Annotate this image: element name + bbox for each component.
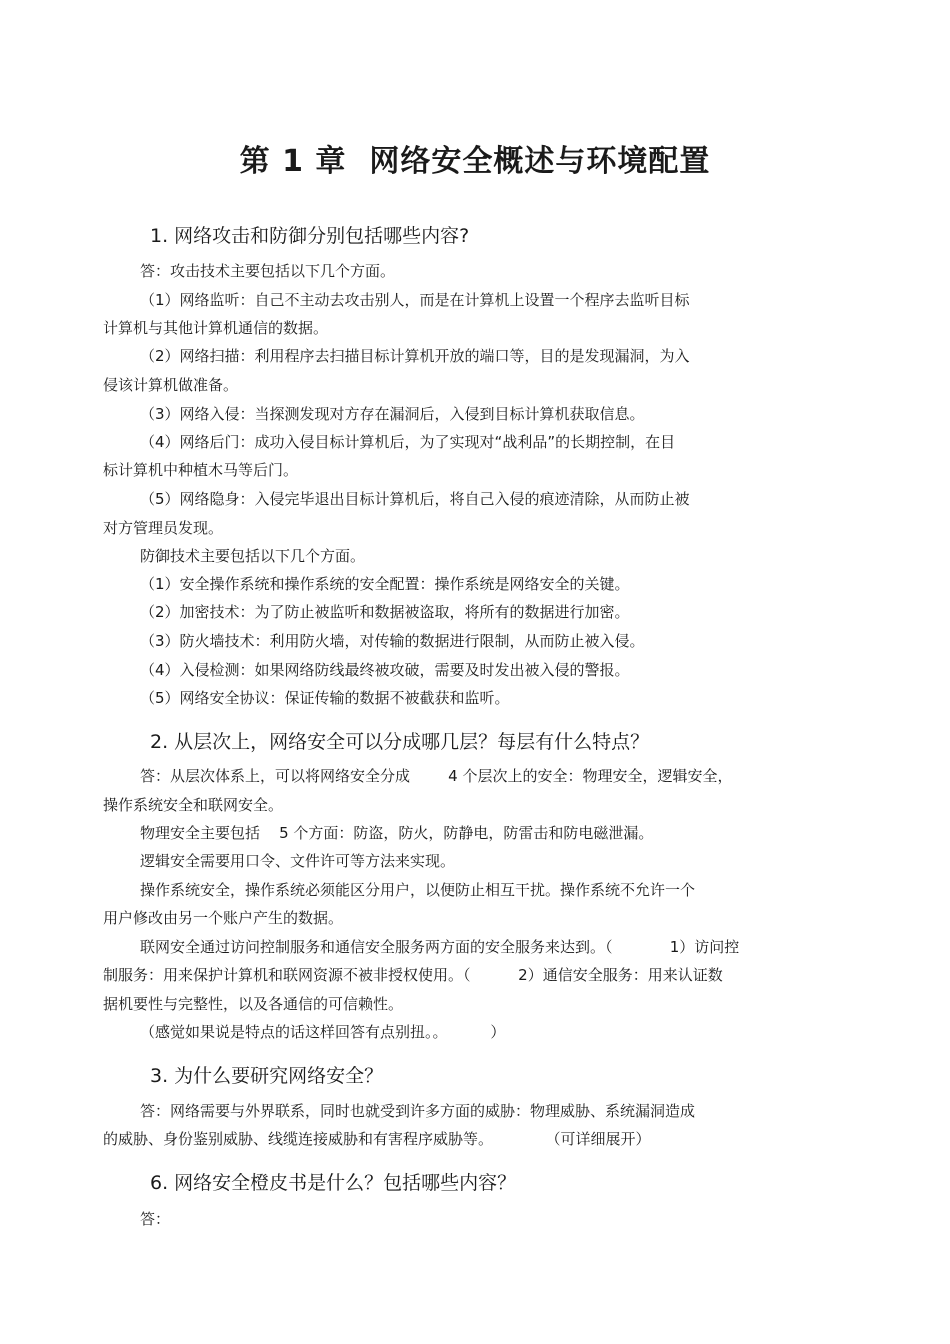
answer-paragraph: 对方管理员发现。 xyxy=(103,519,224,537)
answer-paragraph: （5）网络安全协议：保证传输的数据不被截获和监听。 xyxy=(140,689,510,707)
answer-paragraph: 操作系统安全，操作系统必须能区分用户，以便防止相互干扰。操作系统不允许一个 xyxy=(140,881,696,899)
answer-paragraph: 操作系统安全和联网安全。 xyxy=(103,796,284,814)
question-heading: 1. 网络攻击和防御分别包括哪些内容? xyxy=(150,225,470,247)
answer-paragraph: （3）网络入侵：当探测发现对方存在漏洞后，入侵到目标计算机获取信息。 xyxy=(140,405,645,423)
answer-paragraph: 的威胁、身份鉴别威胁、线缆连接威胁和有害程序威胁等。 （可详细展开） xyxy=(103,1130,651,1148)
answer-paragraph: （3）防火墙技术：利用防火墙，对传输的数据进行限制，从而防止被入侵。 xyxy=(140,632,645,650)
answer-paragraph: 联网安全通过访问控制服务和通信安全服务两方面的安全服务来达到。（ 1）访问控 xyxy=(140,938,740,956)
answer-paragraph: （5）网络隐身：入侵完毕退出目标计算机后，将自己入侵的痕迹清除，从而防止被 xyxy=(140,490,690,508)
answer-paragraph: （1）安全操作系统和操作系统的安全配置：操作系统是网络安全的关键。 xyxy=(140,575,630,593)
answer-paragraph: （4）入侵检测：如果网络防线最终被攻破，需要及时发出被入侵的警报。 xyxy=(140,661,630,679)
answer-paragraph: 标计算机中种植木马等后门。 xyxy=(103,461,299,479)
answer-paragraph: 据机要性与完整性，以及各通信的可信赖性。 xyxy=(103,995,404,1013)
answer-paragraph: 答：从层次体系上，可以将网络安全分成 4 个层次上的安全：物理安全，逻辑安全， xyxy=(140,767,733,785)
answer-paragraph: 逻辑安全需要用口令、文件许可等方法来实现。 xyxy=(140,852,456,870)
answer-paragraph: 计算机与其他计算机通信的数据。 xyxy=(103,319,329,337)
answer-paragraph: 物理安全主要包括 5 个方面：防盗，防火，防静电，防雷击和防电磁泄漏。 xyxy=(140,824,654,842)
answer-paragraph: （感觉如果说是特点的话这样回答有点别扭。。 ） xyxy=(140,1023,506,1041)
answer-paragraph: 答： xyxy=(140,1210,171,1228)
answer-paragraph: （2）网络扫描：利用程序去扫描目标计算机开放的端口等，目的是发现漏洞，为入 xyxy=(140,347,690,365)
question-heading: 6. 网络安全橙皮书是什么？包括哪些内容？ xyxy=(150,1172,517,1194)
answer-paragraph: 答：网络需要与外界联系，同时也就受到许多方面的威胁：物理威胁、系统漏洞造成 xyxy=(140,1102,696,1120)
answer-paragraph: 侵该计算机做准备。 xyxy=(103,376,239,394)
answer-paragraph: 答：攻击技术主要包括以下几个方面。 xyxy=(140,262,396,280)
question-heading: 3. 为什么要研究网络安全？ xyxy=(150,1065,384,1087)
answer-paragraph: （4）网络后门：成功入侵目标计算机后，为了实现对“战利品”的长期控制，在目 xyxy=(140,433,676,451)
answer-paragraph: （2）加密技术：为了防止被监听和数据被盗取，将所有的数据进行加密。 xyxy=(140,603,630,621)
chapter-title: 第 1 章 网络安全概述与环境配置 xyxy=(239,144,711,179)
answer-paragraph: （1）网络监听：自己不主动去攻击别人，而是在计算机上设置一个程序去监听目标 xyxy=(140,291,690,309)
answer-paragraph: 制服务：用来保护计算机和联网资源不被非授权使用。（ 2）通信安全服务：用来认证数 xyxy=(103,966,723,984)
answer-paragraph: 防御技术主要包括以下几个方面。 xyxy=(140,547,366,565)
question-heading: 2. 从层次上，网络安全可以分成哪几层？每层有什么特点？ xyxy=(150,731,650,753)
answer-paragraph: 用户修改由另一个账户产生的数据。 xyxy=(103,909,344,927)
